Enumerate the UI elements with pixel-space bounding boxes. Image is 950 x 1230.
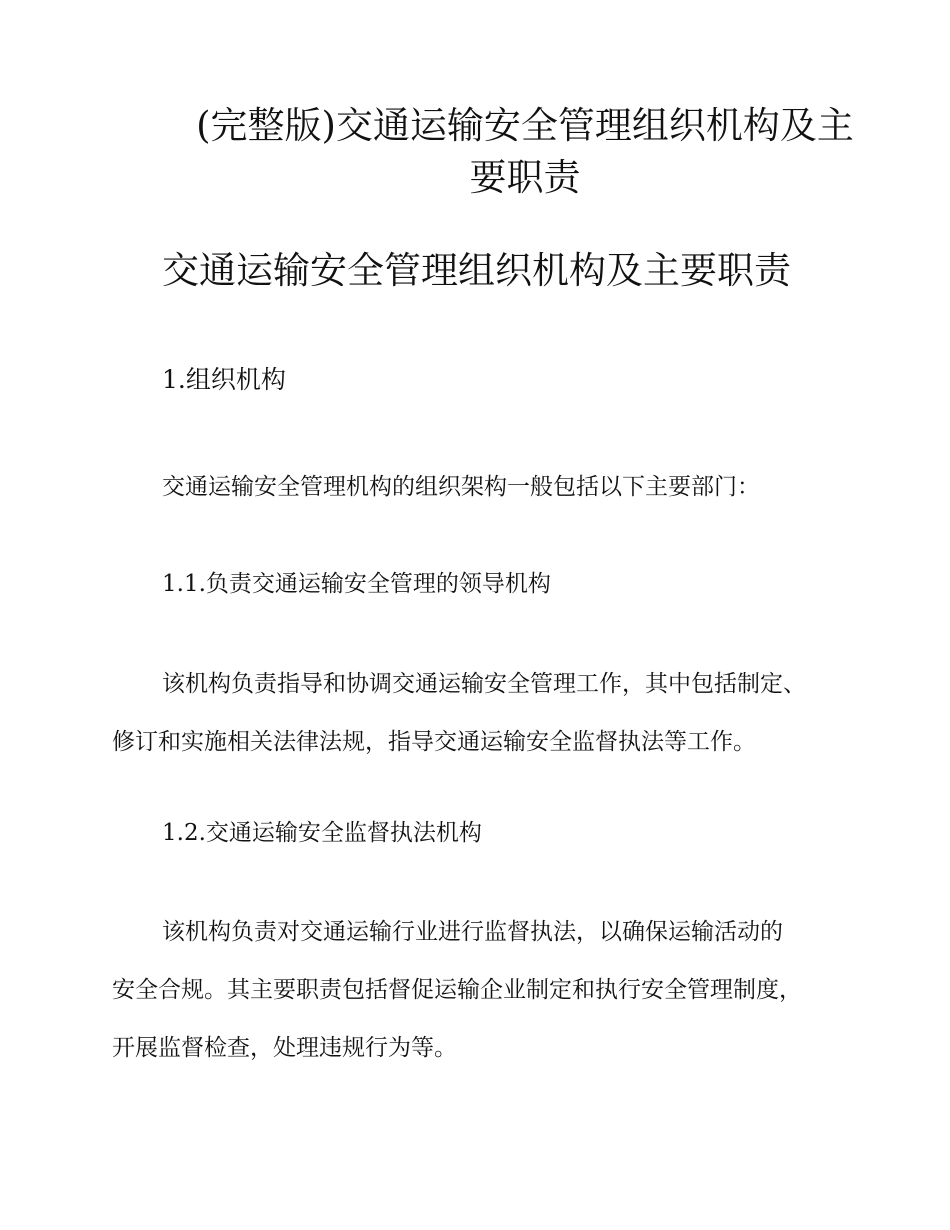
paragraph-1-1-line-1: 该机构负责指导和协调交通运输安全管理工作，其中包括制定、 xyxy=(162,671,806,697)
paragraph-1-2-line-2: 安全合规。其主要职责包括督促运输企业制定和执行安全管理制度， xyxy=(112,977,802,1003)
paragraph-1-1 xyxy=(112,655,902,771)
document-title-line-1: (完整版)交通运输安全管理组织机构及主 xyxy=(196,104,854,147)
section-heading-1-2: 1.2.交通运输安全监督执法机构 xyxy=(162,820,482,846)
intro-paragraph: 交通运输安全管理机构的组织架构一般包括以下主要部门： xyxy=(162,474,760,500)
main-heading: 交通运输安全管理组织机构及主要职责 xyxy=(162,249,791,292)
document-title-line-2: 要职责 xyxy=(469,156,581,199)
paragraph-1-2 xyxy=(112,903,902,1077)
section-heading-1: 1.组织机构 xyxy=(162,365,286,394)
paragraph-1-2-line-1: 该机构负责对交通运输行业进行监督执法，以确保运输活动的 xyxy=(162,919,783,945)
section-heading-1-1: 1.1.负责交通运输安全管理的领导机构 xyxy=(162,571,551,597)
paragraph-1-2-line-3: 开展监督检查，处理违规行为等。 xyxy=(112,1035,457,1061)
paragraph-1-1-line-2: 修订和实施相关法律法规，指导交通运输安全监督执法等工作。 xyxy=(112,729,756,755)
document-title xyxy=(110,100,940,204)
